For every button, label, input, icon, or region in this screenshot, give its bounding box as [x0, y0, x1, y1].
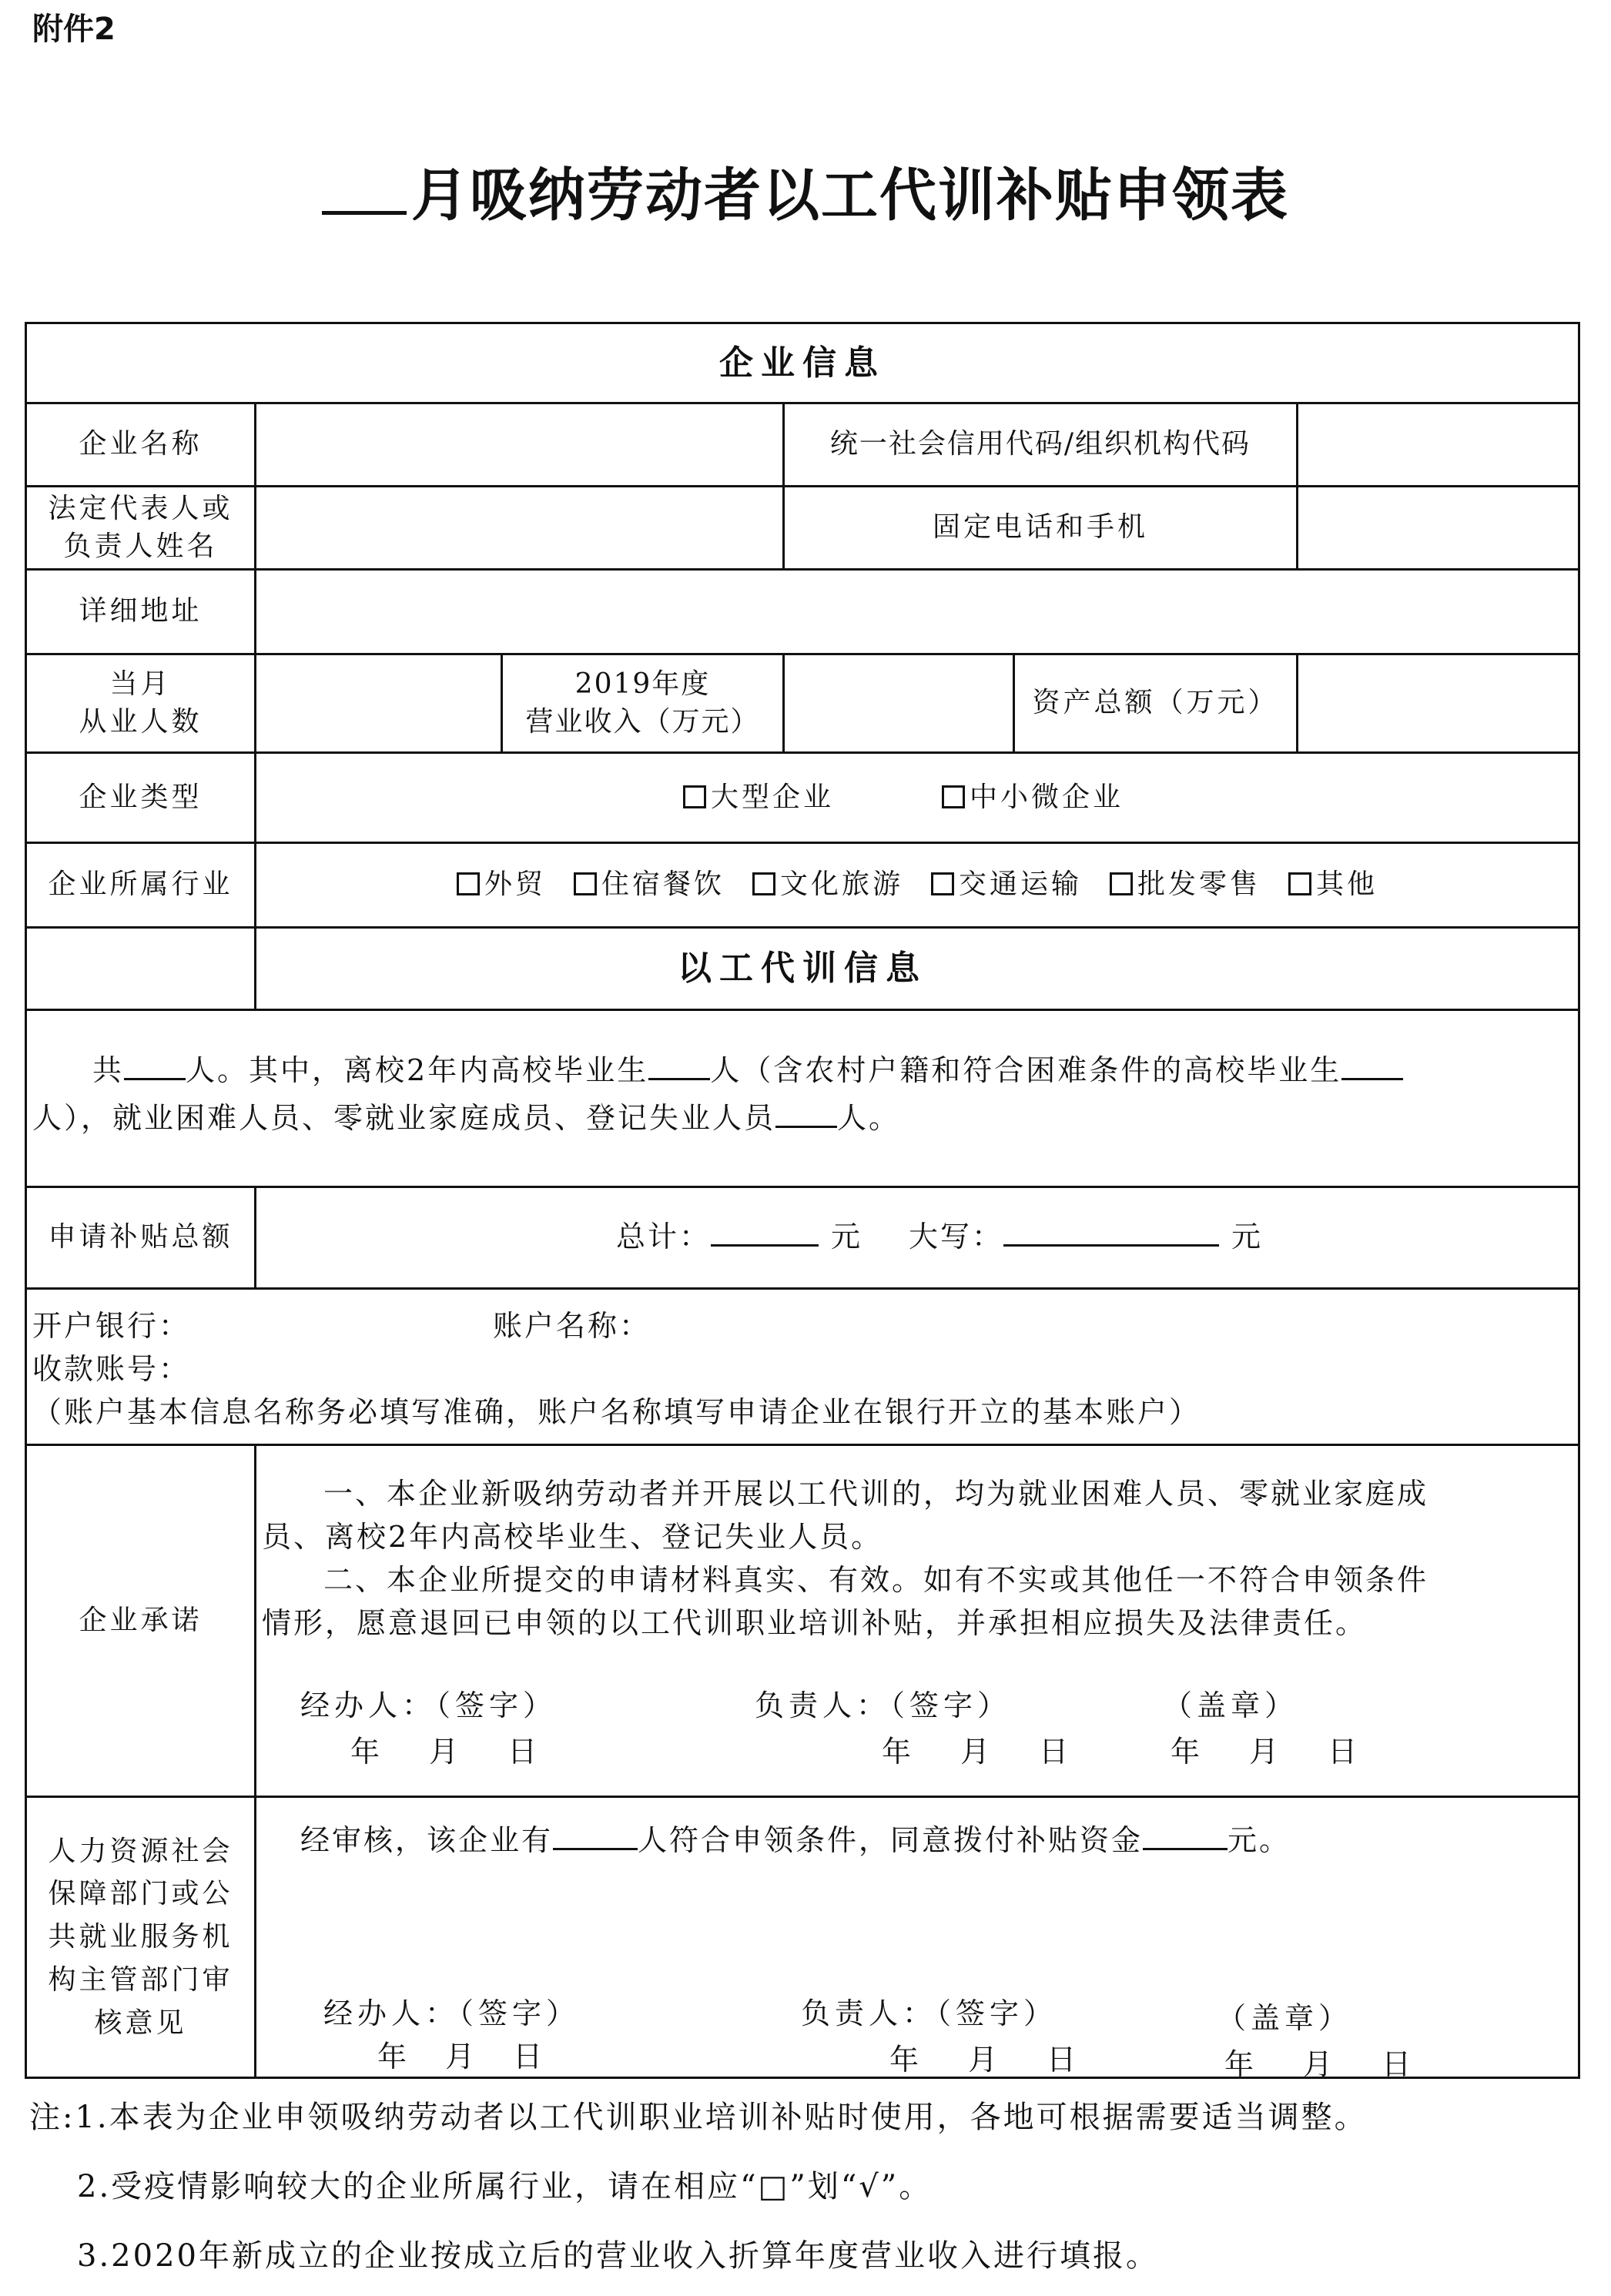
note-2: 2.受疫情影响较大的企业所属行业，请在相应“□”划“√”。 [77, 2169, 933, 2204]
industry-label: 企业所属行业 [48, 869, 233, 901]
checkbox-sme[interactable] [942, 785, 965, 808]
option-large[interactable] [683, 779, 834, 817]
unemployed-blank[interactable] [775, 1098, 837, 1128]
company-type-options [256, 754, 1578, 842]
row-divider [25, 1287, 1580, 1290]
total-amount-blank[interactable] [711, 1217, 819, 1247]
row-divider [25, 1444, 1580, 1446]
address-input[interactable] [256, 571, 1578, 653]
commitment-p2-line1: 二、本企业所提交的申请材料真实、有效。如有不实或其他任一不符合申领条件 [323, 1563, 1429, 1597]
commitment-seal: （盖章） [1163, 1689, 1299, 1722]
phone-input[interactable] [1298, 487, 1578, 568]
checkbox-transport[interactable] [931, 872, 954, 895]
account-number-label: 收款账号： [32, 1352, 191, 1386]
option-retail[interactable] [1110, 866, 1261, 904]
checkbox-trade[interactable] [457, 872, 480, 895]
col-divider [254, 1186, 256, 1287]
total-people-blank[interactable] [124, 1050, 186, 1080]
yuan-label: 元 [831, 1220, 863, 1253]
company-name-label: 企业名称 [79, 428, 203, 460]
option-trade-label: 外贸 [484, 869, 546, 901]
review-statement [300, 1817, 1291, 1863]
option-large-label: 大型企业 [710, 781, 834, 813]
col-divider [254, 1444, 256, 2077]
option-other[interactable] [1288, 866, 1378, 904]
company-type-label: 企业类型 [79, 781, 203, 813]
commitment-responsible-date: 年 月 日 [882, 1735, 1073, 1769]
checkbox-large[interactable] [683, 785, 706, 808]
training-line-1 [92, 1047, 1403, 1093]
review-text: 人符合申领条件，同意拨付补贴资金 [638, 1823, 1144, 1857]
subsidy-amount-blank[interactable] [1143, 1820, 1228, 1850]
review-seal: （盖章） [1217, 2001, 1353, 2035]
industry-options [256, 844, 1578, 926]
option-sme[interactable] [942, 779, 1124, 817]
assets-label: 资产总额（万元） [1032, 687, 1279, 719]
commitment-label: 企业承诺 [79, 1604, 203, 1636]
title-text: 月吸纳劳动者以工代训补贴申领表 [411, 162, 1289, 229]
option-tourism[interactable] [752, 866, 903, 904]
account-name-label: 账户名称： [493, 1309, 651, 1343]
section-training-info: 以工代训信息 [678, 949, 927, 989]
review-responsible-sign: 负责人：（签字） [801, 1996, 1058, 2030]
bank-note: （账户基本信息名称务必填写准确，账户名称填写申请企业在银行开立的基本账户） [32, 1395, 1201, 1429]
option-retail-label: 批发零售 [1137, 869, 1261, 901]
commitment-responsible-sign: 负责人：（签字） [755, 1689, 1012, 1722]
training-text: 人（含农村户籍和符合困难条件的高校毕业生 [710, 1053, 1342, 1087]
yuan-label: 元 [1231, 1220, 1264, 1253]
commitment-p1-line1: 一、本企业新吸纳劳动者并开展以工代训的，均为就业困难人员、零就业家庭成 [323, 1477, 1429, 1511]
revenue-input[interactable] [785, 655, 1013, 751]
attachment-label: 附件2 [32, 12, 116, 47]
employees-label: 当月 从业人数 [79, 668, 203, 738]
address-label: 详细地址 [79, 595, 203, 628]
commitment-handler-date: 年 月 日 [350, 1735, 542, 1769]
subsidy-label: 申请补贴总额 [48, 1221, 233, 1253]
option-tourism-label: 文化旅游 [779, 869, 903, 901]
option-trade[interactable] [457, 866, 546, 904]
legal-rep-input[interactable] [256, 487, 782, 568]
training-text: 共 [92, 1053, 125, 1087]
rural-graduates-blank[interactable] [1341, 1050, 1403, 1080]
commitment-p1-line2: 员、离校2年内高校毕业生、登记失业人员。 [262, 1520, 883, 1554]
section-company-info: 企业信息 [719, 343, 886, 383]
option-transport-label: 交通运输 [959, 869, 1083, 901]
review-responsible-date: 年 月 日 [889, 2043, 1081, 2077]
review-text: 元。 [1228, 1823, 1291, 1857]
option-other-label: 其他 [1316, 869, 1378, 901]
checkbox-tourism[interactable] [752, 872, 775, 895]
commitment-seal-date: 年 月 日 [1171, 1735, 1362, 1769]
training-text: 人），就业困难人员、零就业家庭成员、登记失业人员 [32, 1101, 776, 1135]
checkbox-hospitality[interactable] [574, 872, 597, 895]
subsidy-total-line [616, 1213, 1263, 1260]
qualified-people-blank[interactable] [553, 1820, 638, 1850]
credit-code-input[interactable] [1298, 404, 1578, 485]
revenue-label: 2019年度 营业收入（万元） [525, 668, 760, 738]
review-seal-date: 年 月 日 [1224, 2047, 1416, 2081]
row-divider [25, 1186, 1580, 1188]
total-label: 总计： [616, 1220, 712, 1253]
option-transport[interactable] [931, 866, 1082, 904]
upper-label: 大写： [909, 1220, 1004, 1253]
note-3: 3.2020年新成立的企业按成立后的营业收入折算年度营业收入进行填报。 [77, 2238, 1159, 2274]
phone-label: 固定电话和手机 [932, 511, 1148, 544]
review-handler-date: 年 月 日 [377, 2040, 548, 2073]
training-text: 人。 [837, 1101, 901, 1135]
commitment-handler-sign: 经办人：（签字） [300, 1689, 558, 1722]
checkbox-other[interactable] [1288, 872, 1311, 895]
training-line-2 [32, 1095, 900, 1141]
bank-label: 开户银行： [32, 1309, 191, 1343]
graduates-blank[interactable] [648, 1050, 710, 1080]
review-text: 经审核，该企业有 [300, 1823, 554, 1857]
note-1: 注:1.本表为企业申领吸纳劳动者以工代训职业培训补贴时使用，各地可根据需要适当调整。 [29, 2100, 1368, 2135]
company-name-input[interactable] [256, 404, 782, 485]
option-sme-label: 中小微企业 [970, 781, 1124, 813]
review-label: 人力资源社会 保障部门或公 共就业服务机 构主管部门审 核意见 [48, 1835, 233, 2039]
row-divider [25, 1009, 1580, 1011]
option-hospitality-label: 住宿餐饮 [601, 869, 725, 901]
training-text: 人。其中，离校2年内高校毕业生 [186, 1053, 649, 1087]
review-handler-sign: 经办人：（签字） [323, 1996, 581, 2030]
table-border-right [1578, 322, 1580, 2079]
credit-code-label: 统一社会信用代码/组织机构代码 [829, 428, 1251, 460]
upper-amount-blank[interactable] [1003, 1217, 1219, 1247]
employees-input[interactable] [256, 655, 501, 751]
commitment-p2-line2: 情形，愿意退回已申领的以工代训职业培训补贴，并承担相应损失及法律责任。 [262, 1606, 1368, 1640]
assets-input[interactable] [1298, 655, 1578, 751]
checkbox-retail[interactable] [1110, 872, 1133, 895]
row-divider [25, 1796, 1580, 1798]
legal-rep-label: 法定代表人或 负责人姓名 [48, 492, 233, 562]
option-hospitality[interactable] [574, 866, 725, 904]
